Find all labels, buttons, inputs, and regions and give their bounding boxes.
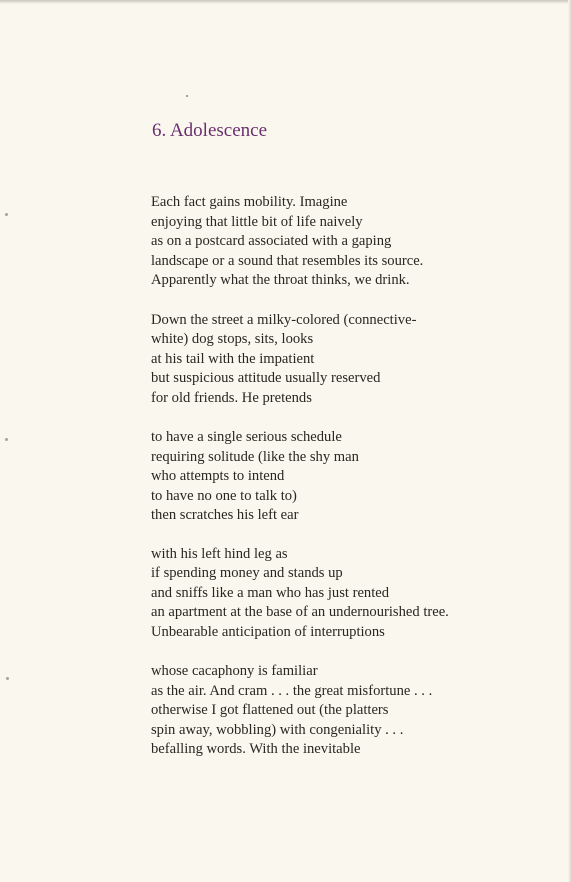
poem-line: at his tail with the impatient [151,350,315,367]
poem-body [151,193,571,778]
stanza-4 [151,545,571,643]
poem-line: Each fact gains mobility. Imagine [151,194,348,210]
paper-speck [5,438,8,441]
poem-line: to have a single serious schedule [151,429,342,445]
poem-line: for old friends. He pretends [151,389,312,406]
poem-line: with his left hind leg as [151,545,288,562]
poem-line: Down the street a milky-colored (connective- [151,311,417,328]
poem-line: enjoying that little bit of life naively [151,213,363,230]
poem-line: to have no one to talk to) [151,487,297,504]
poem-line: if spending money and stands up [151,565,343,581]
poem-line: otherwise I got flattened out (the platters [151,702,389,718]
poem-line: white) dog stops, sits, looks [151,331,314,347]
poem-line: befalling words. With the inevitable [151,741,361,757]
paper-speck [5,213,8,216]
poem-line: as the air. And cram . . . the great misfortune . . . [151,682,433,699]
paper-speck [186,95,188,97]
paper-speck [6,677,9,680]
poem-title: 6. Adolescence [152,120,268,141]
stanza-3 [151,428,571,526]
poem-line: whose cacaphony is familiar [151,663,318,679]
poem-line: and sniffs like a man who has just rented [151,584,390,601]
page-top-edge [0,0,571,4]
stanza-1 [151,193,571,291]
poem-line: landscape or a sound that resembles its source. [151,252,424,269]
poem-line: requiring solitude (like the shy man [151,448,359,465]
stanza-5 [151,662,571,760]
stanza-2 [151,311,571,409]
poem-line: but suspicious attitude usually reserved [151,370,381,386]
poem-line: an apartment at the base of an undernourished tree. [151,604,449,620]
poem-line: then scratches his left ear [151,507,299,523]
poem-line: who attempts to intend [151,468,285,484]
poem-line: spin away, wobbling) with congeniality . . . [151,721,404,738]
poem-line: Unbearable anticipation of interruptions [151,623,385,640]
poem-line: as on a postcard associated with a gaping [151,233,392,249]
poem-line: Apparently what the throat thinks, we drink. [151,272,410,288]
